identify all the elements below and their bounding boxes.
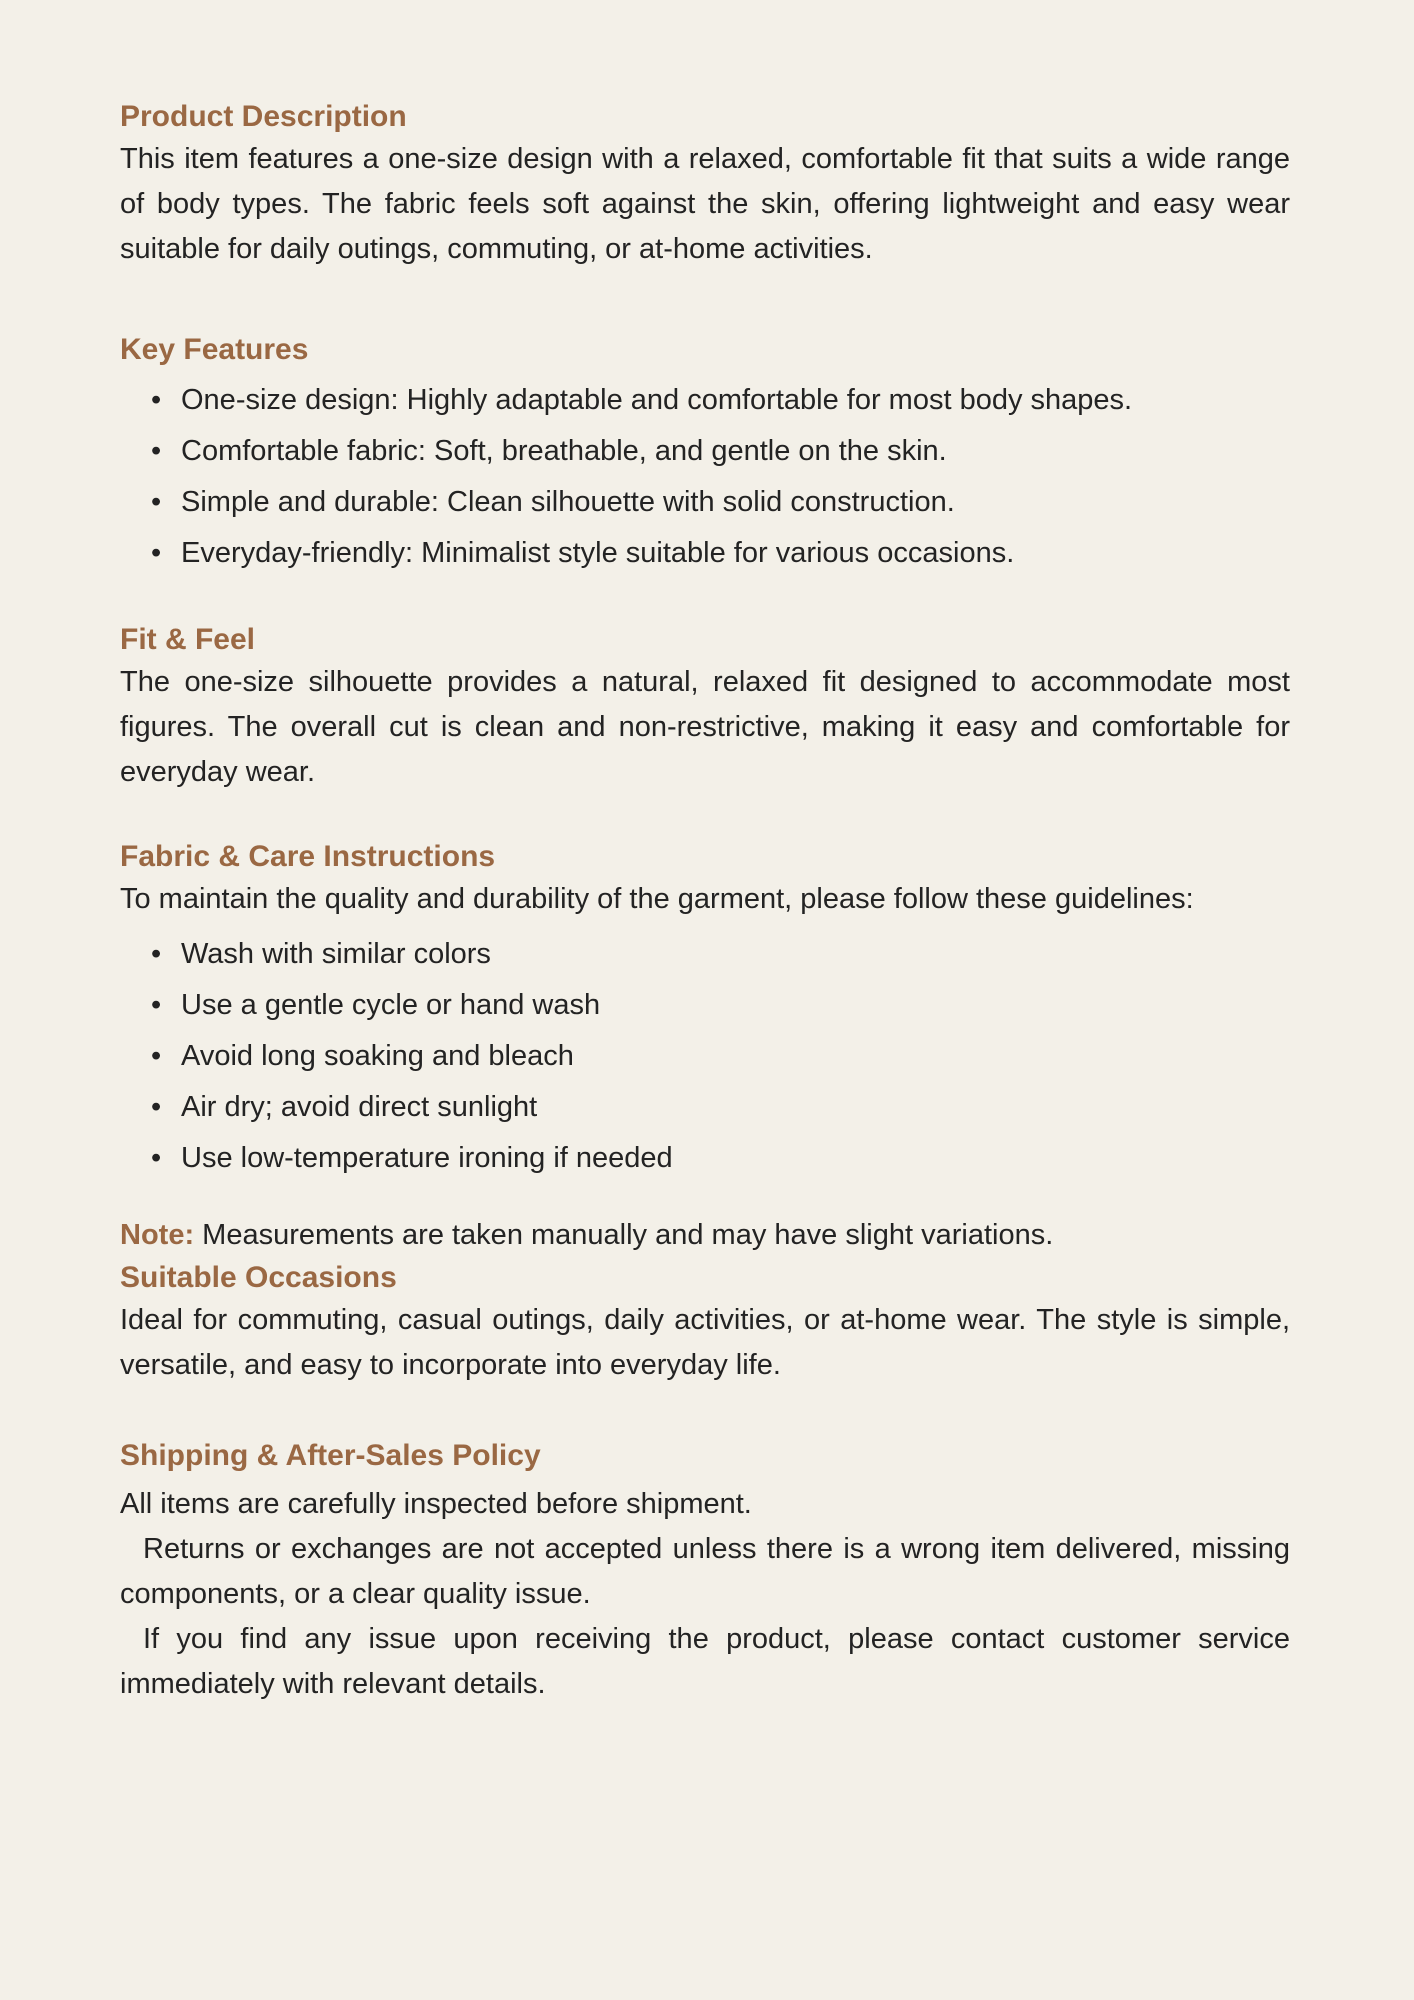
- shipping-policy-line: If you find any issue upon receiving the product, please contact customer service immediately with relevant details.: [120, 1623, 1290, 1700]
- fabric-care-heading: Fabric & Care Instructions: [120, 840, 496, 873]
- fit-feel-heading: Fit & Feel: [120, 623, 256, 656]
- note-label: Note:: [120, 1219, 195, 1251]
- section-suitable-occasions: [120, 1258, 1290, 1388]
- bullet-item: • Use low-temperature ironing if needed: [150, 1136, 1290, 1181]
- note-line: [120, 1213, 1290, 1258]
- product-description-heading: Product Description: [120, 100, 407, 133]
- bullet-item: • Air dry; avoid direct sunlight: [150, 1085, 1290, 1130]
- product-description-paragraph: This item features a one-size design with a relaxed, comfortable fit that suits a wide range of body types. The fabric feels soft against the skin, offering lightweight and easy wear suitable for daily outings, commuting, or at-home activities.: [120, 143, 1290, 265]
- bullet-item: • Use a gentle cycle or hand wash: [150, 983, 1290, 1028]
- section-note: [120, 1213, 1290, 1258]
- fabric-care-list: [120, 932, 1290, 1181]
- section-product-description: [120, 97, 1290, 272]
- section-fit-feel: [120, 620, 1290, 795]
- shipping-policy-heading: Shipping & After-Sales Policy: [120, 1439, 541, 1472]
- section-fabric-care: [120, 837, 1290, 1181]
- note-text: Measurements are taken manually and may have slight variations.: [202, 1219, 1054, 1251]
- suitable-occasions-paragraph: Ideal for commuting, casual outings, daily activities, or at-home wear. The style is simple, versatile, and easy to incorporate into everyday life.: [120, 1304, 1290, 1381]
- bullet-item: • Wash with similar colors: [150, 932, 1290, 977]
- shipping-policy-line: Returns or exchanges are not accepted unless there is a wrong item delivered, missing components, or a clear quality issue.: [120, 1533, 1290, 1610]
- shipping-policy-line: All items are carefully inspected before shipment.: [120, 1488, 752, 1520]
- fit-feel-paragraph: The one-size silhouette provides a natural, relaxed fit designed to accommodate most figures. The overall cut is clean and non-restrictive, making it easy and comfortable for everyday wear.: [120, 666, 1290, 788]
- bullet-item: • One-size design: Highly adaptable and comfortable for most body shapes.: [150, 378, 1290, 423]
- key-features-heading: Key Features: [120, 333, 309, 366]
- suitable-occasions-heading: Suitable Occasions: [120, 1261, 397, 1294]
- section-key-features: [120, 330, 1290, 576]
- bullet-item: • Comfortable fabric: Soft, breathable, and gentle on the skin.: [150, 429, 1290, 474]
- section-shipping-policy: [120, 1436, 1290, 1707]
- fabric-care-paragraph: To maintain the quality and durability of the garment, please follow these guidelines:: [120, 883, 1194, 915]
- bullet-item: • Avoid long soaking and bleach: [150, 1034, 1290, 1079]
- bullet-item: • Everyday-friendly: Minimalist style suitable for various occasions.: [150, 531, 1290, 576]
- bullet-item: • Simple and durable: Clean silhouette with solid construction.: [150, 480, 1290, 525]
- key-features-list: [120, 378, 1290, 576]
